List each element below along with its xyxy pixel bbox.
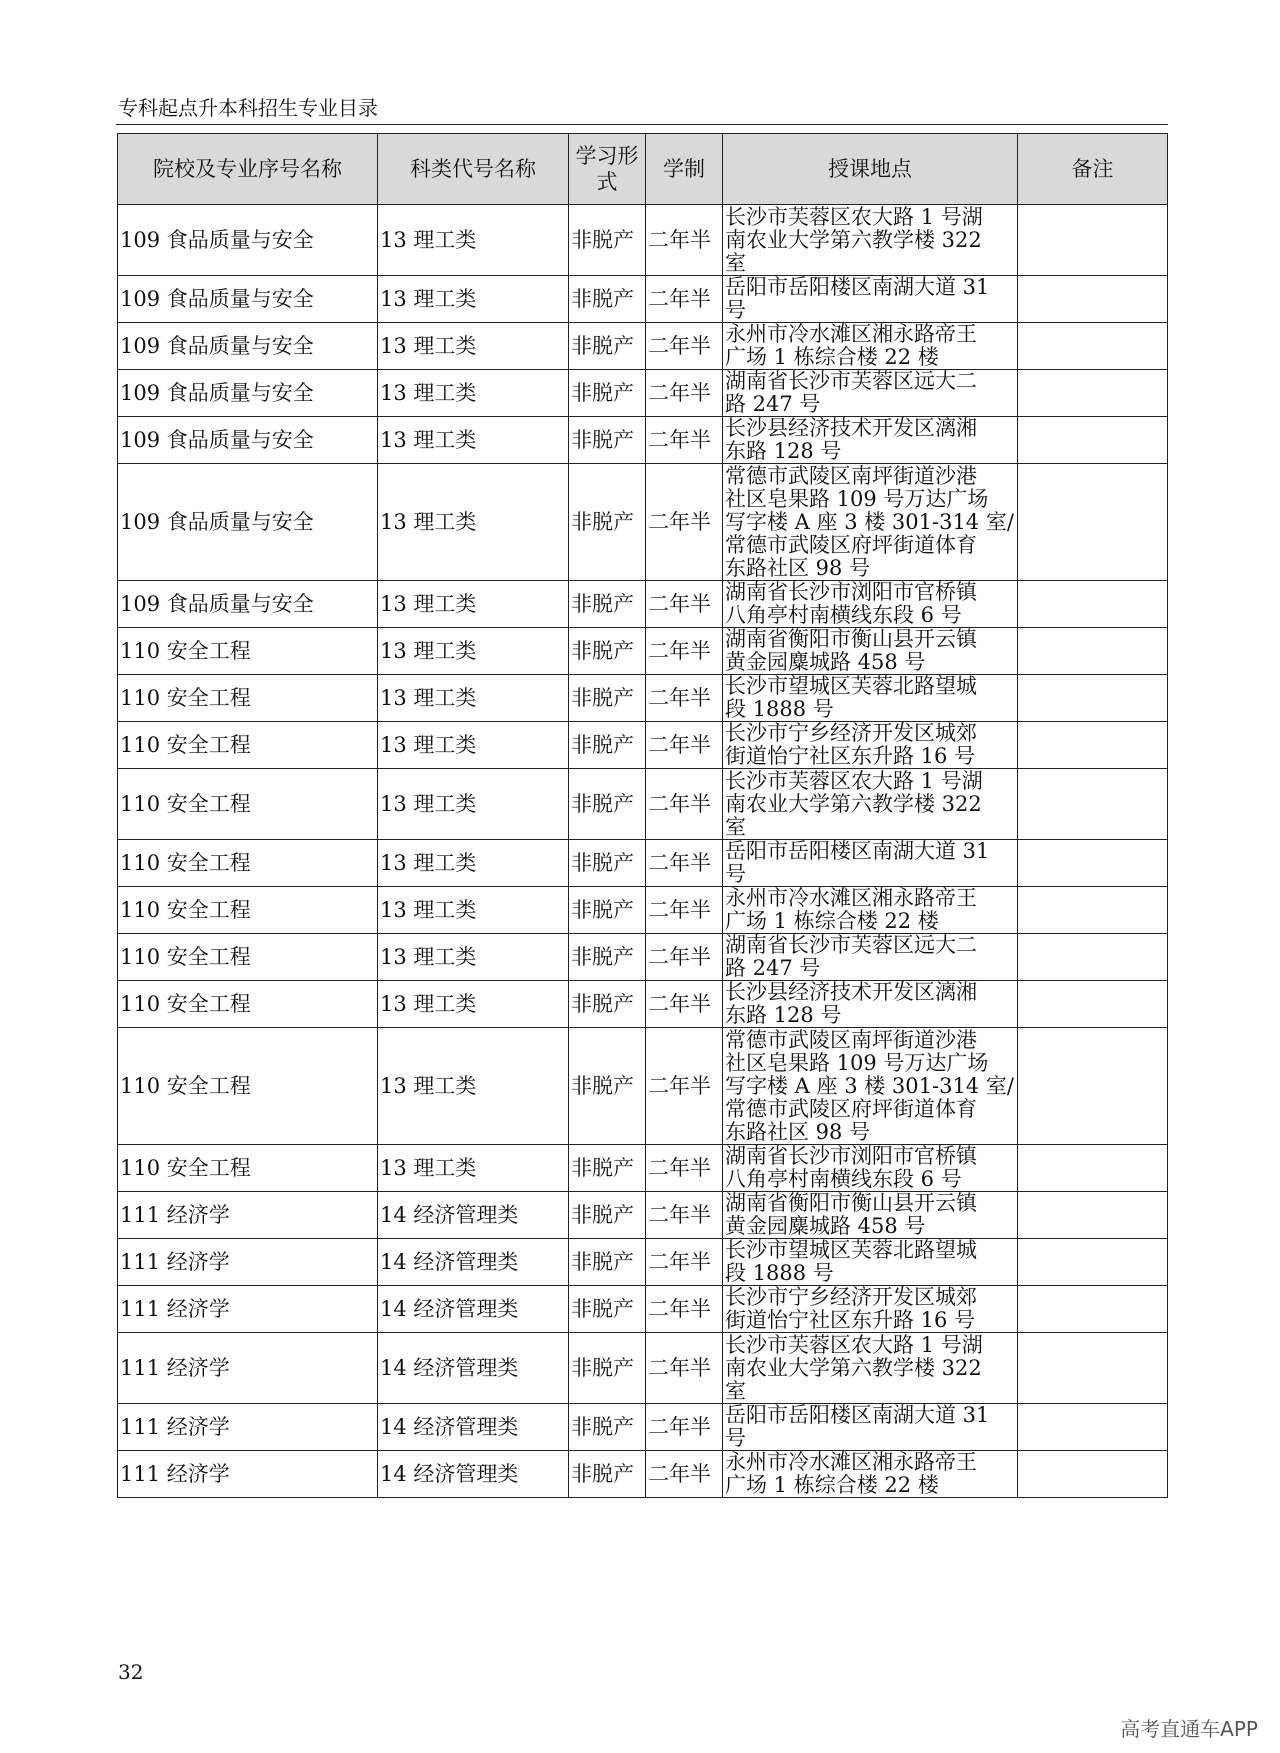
table-row bbox=[118, 1333, 1168, 1404]
table-row bbox=[118, 1451, 1168, 1498]
note-cell bbox=[1018, 675, 1168, 722]
major-cell: 109 食品质量与安全 bbox=[118, 581, 378, 628]
duration-cell: 二年半 bbox=[646, 722, 723, 769]
study-mode-cell: 非脱产 bbox=[569, 722, 646, 769]
location-cell: 岳阳市岳阳楼区南湖大道 31 号 bbox=[723, 840, 1018, 887]
major-cell: 110 安全工程 bbox=[118, 1145, 378, 1192]
table-row bbox=[118, 417, 1168, 464]
major-cell: 111 经济学 bbox=[118, 1404, 378, 1451]
duration-cell: 二年半 bbox=[646, 1333, 723, 1404]
table-body bbox=[118, 205, 1168, 1498]
major-cell: 109 食品质量与安全 bbox=[118, 323, 378, 370]
study-mode-cell: 非脱产 bbox=[569, 464, 646, 581]
category-cell: 13 理工类 bbox=[378, 417, 569, 464]
table-row bbox=[118, 464, 1168, 581]
note-cell bbox=[1018, 370, 1168, 417]
major-cell: 111 经济学 bbox=[118, 1239, 378, 1286]
note-cell bbox=[1018, 1239, 1168, 1286]
column-header-duration: 学制 bbox=[646, 134, 723, 205]
study-mode-cell: 非脱产 bbox=[569, 1286, 646, 1333]
study-mode-cell: 非脱产 bbox=[569, 840, 646, 887]
note-cell bbox=[1018, 934, 1168, 981]
table-row bbox=[118, 1028, 1168, 1145]
study-mode-cell: 非脱产 bbox=[569, 1404, 646, 1451]
note-cell bbox=[1018, 628, 1168, 675]
major-cell: 109 食品质量与安全 bbox=[118, 370, 378, 417]
table-row bbox=[118, 628, 1168, 675]
watermark-text: 高考直通车APP bbox=[1120, 1717, 1258, 1741]
study-mode-cell: 非脱产 bbox=[569, 981, 646, 1028]
study-mode-cell: 非脱产 bbox=[569, 581, 646, 628]
duration-cell: 二年半 bbox=[646, 323, 723, 370]
table-row bbox=[118, 1404, 1168, 1451]
study-mode-cell: 非脱产 bbox=[569, 887, 646, 934]
table-header-row bbox=[118, 134, 1168, 205]
duration-cell: 二年半 bbox=[646, 205, 723, 276]
major-cell: 110 安全工程 bbox=[118, 840, 378, 887]
major-cell: 110 安全工程 bbox=[118, 722, 378, 769]
category-cell: 14 经济管理类 bbox=[378, 1286, 569, 1333]
duration-cell: 二年半 bbox=[646, 1404, 723, 1451]
study-mode-cell: 非脱产 bbox=[569, 370, 646, 417]
table-row bbox=[118, 1286, 1168, 1333]
location-cell: 长沙市芙蓉区农大路 1 号湖 南农业大学第六教学楼 322 室 bbox=[723, 769, 1018, 840]
duration-cell: 二年半 bbox=[646, 840, 723, 887]
running-header-title: 专科起点升本科招生专业目录 bbox=[118, 96, 378, 120]
note-cell bbox=[1018, 1286, 1168, 1333]
table-row bbox=[118, 769, 1168, 840]
note-cell bbox=[1018, 722, 1168, 769]
major-cell: 110 安全工程 bbox=[118, 981, 378, 1028]
location-cell: 湖南省长沙市浏阳市官桥镇 八角亭村南横线东段 6 号 bbox=[723, 581, 1018, 628]
location-cell: 湖南省长沙市芙蓉区远大二 路 247 号 bbox=[723, 370, 1018, 417]
study-mode-cell: 非脱产 bbox=[569, 1192, 646, 1239]
location-cell: 湖南省衡阳市衡山县开云镇 黄金园麋城路 458 号 bbox=[723, 1192, 1018, 1239]
category-cell: 13 理工类 bbox=[378, 276, 569, 323]
duration-cell: 二年半 bbox=[646, 370, 723, 417]
study-mode-cell: 非脱产 bbox=[569, 1028, 646, 1145]
duration-cell: 二年半 bbox=[646, 769, 723, 840]
category-cell: 14 经济管理类 bbox=[378, 1239, 569, 1286]
note-cell bbox=[1018, 276, 1168, 323]
location-cell: 永州市冷水滩区湘永路帝王 广场 1 栋综合楼 22 楼 bbox=[723, 887, 1018, 934]
major-cell: 110 安全工程 bbox=[118, 1028, 378, 1145]
table-row bbox=[118, 1239, 1168, 1286]
note-cell bbox=[1018, 1404, 1168, 1451]
duration-cell: 二年半 bbox=[646, 675, 723, 722]
category-cell: 13 理工类 bbox=[378, 464, 569, 581]
category-cell: 13 理工类 bbox=[378, 1145, 569, 1192]
note-cell bbox=[1018, 1145, 1168, 1192]
study-mode-cell: 非脱产 bbox=[569, 675, 646, 722]
study-mode-cell: 非脱产 bbox=[569, 417, 646, 464]
note-cell bbox=[1018, 840, 1168, 887]
duration-cell: 二年半 bbox=[646, 1239, 723, 1286]
column-header-major: 院校及专业序号名称 bbox=[118, 134, 378, 205]
category-cell: 13 理工类 bbox=[378, 628, 569, 675]
major-cell: 109 食品质量与安全 bbox=[118, 417, 378, 464]
major-cell: 110 安全工程 bbox=[118, 769, 378, 840]
duration-cell: 二年半 bbox=[646, 887, 723, 934]
table-row bbox=[118, 1192, 1168, 1239]
duration-cell: 二年半 bbox=[646, 981, 723, 1028]
study-mode-cell: 非脱产 bbox=[569, 934, 646, 981]
location-cell: 长沙市宁乡经济开发区城郊 街道怡宁社区东升路 16 号 bbox=[723, 1286, 1018, 1333]
category-cell: 13 理工类 bbox=[378, 323, 569, 370]
study-mode-cell: 非脱产 bbox=[569, 1451, 646, 1498]
major-cell: 109 食品质量与安全 bbox=[118, 464, 378, 581]
duration-cell: 二年半 bbox=[646, 1028, 723, 1145]
major-cell: 111 经济学 bbox=[118, 1333, 378, 1404]
category-cell: 13 理工类 bbox=[378, 887, 569, 934]
note-cell bbox=[1018, 769, 1168, 840]
category-cell: 13 理工类 bbox=[378, 581, 569, 628]
location-cell: 长沙县经济技术开发区漓湘 东路 128 号 bbox=[723, 981, 1018, 1028]
column-header-category: 科类代号名称 bbox=[378, 134, 569, 205]
category-cell: 13 理工类 bbox=[378, 675, 569, 722]
location-cell: 永州市冷水滩区湘永路帝王 广场 1 栋综合楼 22 楼 bbox=[723, 1451, 1018, 1498]
category-cell: 13 理工类 bbox=[378, 840, 569, 887]
note-cell bbox=[1018, 1333, 1168, 1404]
column-header-note: 备注 bbox=[1018, 134, 1168, 205]
duration-cell: 二年半 bbox=[646, 276, 723, 323]
column-header-location: 授课地点 bbox=[723, 134, 1018, 205]
category-cell: 14 经济管理类 bbox=[378, 1192, 569, 1239]
category-cell: 13 理工类 bbox=[378, 370, 569, 417]
note-cell bbox=[1018, 1192, 1168, 1239]
duration-cell: 二年半 bbox=[646, 1192, 723, 1239]
study-mode-cell: 非脱产 bbox=[569, 276, 646, 323]
major-cell: 111 经济学 bbox=[118, 1286, 378, 1333]
table-row bbox=[118, 675, 1168, 722]
study-mode-cell: 非脱产 bbox=[569, 769, 646, 840]
table-row bbox=[118, 840, 1168, 887]
major-cell: 109 食品质量与安全 bbox=[118, 205, 378, 276]
location-cell: 岳阳市岳阳楼区南湖大道 31 号 bbox=[723, 276, 1018, 323]
header-rule bbox=[116, 124, 1168, 125]
category-cell: 13 理工类 bbox=[378, 205, 569, 276]
category-cell: 14 经济管理类 bbox=[378, 1333, 569, 1404]
table-row bbox=[118, 581, 1168, 628]
major-catalog-table bbox=[117, 133, 1168, 1498]
note-cell bbox=[1018, 323, 1168, 370]
location-cell: 长沙县经济技术开发区漓湘 东路 128 号 bbox=[723, 417, 1018, 464]
note-cell bbox=[1018, 887, 1168, 934]
table-row bbox=[118, 722, 1168, 769]
location-cell: 长沙市望城区芙蓉北路望城 段 1888 号 bbox=[723, 675, 1018, 722]
major-cell: 109 食品质量与安全 bbox=[118, 276, 378, 323]
location-cell: 长沙市芙蓉区农大路 1 号湖 南农业大学第六教学楼 322 室 bbox=[723, 1333, 1018, 1404]
category-cell: 13 理工类 bbox=[378, 934, 569, 981]
major-cell: 110 安全工程 bbox=[118, 675, 378, 722]
duration-cell: 二年半 bbox=[646, 934, 723, 981]
location-cell: 永州市冷水滩区湘永路帝王 广场 1 栋综合楼 22 楼 bbox=[723, 323, 1018, 370]
note-cell bbox=[1018, 1028, 1168, 1145]
location-cell: 长沙市芙蓉区农大路 1 号湖 南农业大学第六教学楼 322 室 bbox=[723, 205, 1018, 276]
page-number: 32 bbox=[118, 1660, 144, 1684]
study-mode-cell: 非脱产 bbox=[569, 1333, 646, 1404]
location-cell: 常德市武陵区南坪街道沙港 社区皂果路 109 号万达广场 写字楼 A 座 3 楼 301-314 室/ 常德市武陵区府坪街道体育 东路社区 98 号 bbox=[723, 1028, 1018, 1145]
table-row bbox=[118, 934, 1168, 981]
table-row bbox=[118, 276, 1168, 323]
category-cell: 13 理工类 bbox=[378, 722, 569, 769]
table-row bbox=[118, 981, 1168, 1028]
note-cell bbox=[1018, 1451, 1168, 1498]
column-header-study-mode: 学习形式 bbox=[569, 134, 646, 205]
major-cell: 111 经济学 bbox=[118, 1192, 378, 1239]
table-row bbox=[118, 370, 1168, 417]
major-cell: 110 安全工程 bbox=[118, 628, 378, 675]
duration-cell: 二年半 bbox=[646, 1286, 723, 1333]
location-cell: 常德市武陵区南坪街道沙港 社区皂果路 109 号万达广场 写字楼 A 座 3 楼 301-314 室/ 常德市武陵区府坪街道体育 东路社区 98 号 bbox=[723, 464, 1018, 581]
location-cell: 湖南省长沙市芙蓉区远大二 路 247 号 bbox=[723, 934, 1018, 981]
category-cell: 13 理工类 bbox=[378, 769, 569, 840]
note-cell bbox=[1018, 981, 1168, 1028]
major-cell: 111 经济学 bbox=[118, 1451, 378, 1498]
duration-cell: 二年半 bbox=[646, 1451, 723, 1498]
location-cell: 湖南省长沙市浏阳市官桥镇 八角亭村南横线东段 6 号 bbox=[723, 1145, 1018, 1192]
table-row bbox=[118, 205, 1168, 276]
study-mode-cell: 非脱产 bbox=[569, 1239, 646, 1286]
category-cell: 13 理工类 bbox=[378, 1028, 569, 1145]
duration-cell: 二年半 bbox=[646, 1145, 723, 1192]
study-mode-cell: 非脱产 bbox=[569, 323, 646, 370]
location-cell: 长沙市望城区芙蓉北路望城 段 1888 号 bbox=[723, 1239, 1018, 1286]
duration-cell: 二年半 bbox=[646, 464, 723, 581]
category-cell: 14 经济管理类 bbox=[378, 1404, 569, 1451]
location-cell: 长沙市宁乡经济开发区城郊 街道怡宁社区东升路 16 号 bbox=[723, 722, 1018, 769]
table-row bbox=[118, 323, 1168, 370]
duration-cell: 二年半 bbox=[646, 628, 723, 675]
note-cell bbox=[1018, 205, 1168, 276]
major-cell: 110 安全工程 bbox=[118, 887, 378, 934]
location-cell: 岳阳市岳阳楼区南湖大道 31 号 bbox=[723, 1404, 1018, 1451]
category-cell: 13 理工类 bbox=[378, 981, 569, 1028]
note-cell bbox=[1018, 417, 1168, 464]
table-row bbox=[118, 1145, 1168, 1192]
study-mode-cell: 非脱产 bbox=[569, 205, 646, 276]
study-mode-cell: 非脱产 bbox=[569, 1145, 646, 1192]
study-mode-cell: 非脱产 bbox=[569, 628, 646, 675]
duration-cell: 二年半 bbox=[646, 581, 723, 628]
location-cell: 湖南省衡阳市衡山县开云镇 黄金园麋城路 458 号 bbox=[723, 628, 1018, 675]
note-cell bbox=[1018, 464, 1168, 581]
major-cell: 110 安全工程 bbox=[118, 934, 378, 981]
category-cell: 14 经济管理类 bbox=[378, 1451, 569, 1498]
duration-cell: 二年半 bbox=[646, 417, 723, 464]
note-cell bbox=[1018, 581, 1168, 628]
table-row bbox=[118, 887, 1168, 934]
